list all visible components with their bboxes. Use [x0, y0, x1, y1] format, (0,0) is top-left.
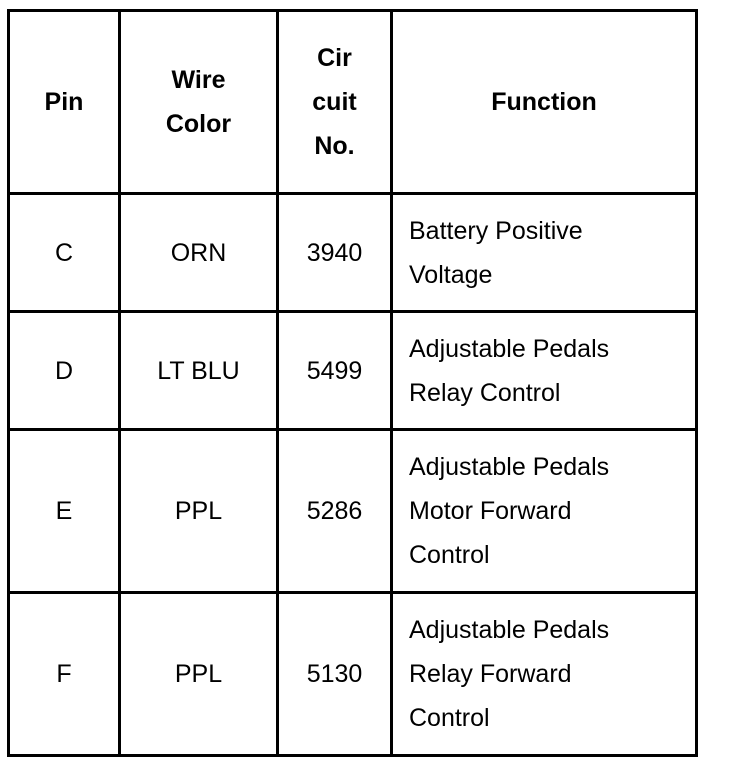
- table-body: [9, 194, 697, 756]
- pin-cell: D: [9, 312, 120, 430]
- wire-color-cell: PPL: [120, 430, 278, 593]
- function-cell: Adjustable Pedals Relay Forward Control: [392, 593, 697, 756]
- table-row: [9, 194, 697, 312]
- wire-color-cell: ORN: [120, 194, 278, 312]
- pin-cell: C: [9, 194, 120, 312]
- circuit-cell: 3940: [278, 194, 392, 312]
- header-function: Function: [392, 11, 697, 194]
- header-pin: Pin: [9, 11, 120, 194]
- table-row: [9, 593, 697, 756]
- connector-pin-table: [7, 9, 698, 757]
- table-row: [9, 430, 697, 593]
- table-row: [9, 312, 697, 430]
- circuit-cell: 5499: [278, 312, 392, 430]
- wire-color-cell: LT BLU: [120, 312, 278, 430]
- circuit-cell: 5286: [278, 430, 392, 593]
- header-row: [9, 11, 697, 194]
- function-cell: Battery Positive Voltage: [392, 194, 697, 312]
- function-cell: Adjustable Pedals Relay Control: [392, 312, 697, 430]
- circuit-cell: 5130: [278, 593, 392, 756]
- wire-color-cell: PPL: [120, 593, 278, 756]
- header-circuit-no: Cir cuit No.: [278, 11, 392, 194]
- function-cell: Adjustable Pedals Motor Forward Control: [392, 430, 697, 593]
- header-wire-color: Wire Color: [120, 11, 278, 194]
- pin-cell: F: [9, 593, 120, 756]
- table-header: [9, 11, 697, 194]
- pin-cell: E: [9, 430, 120, 593]
